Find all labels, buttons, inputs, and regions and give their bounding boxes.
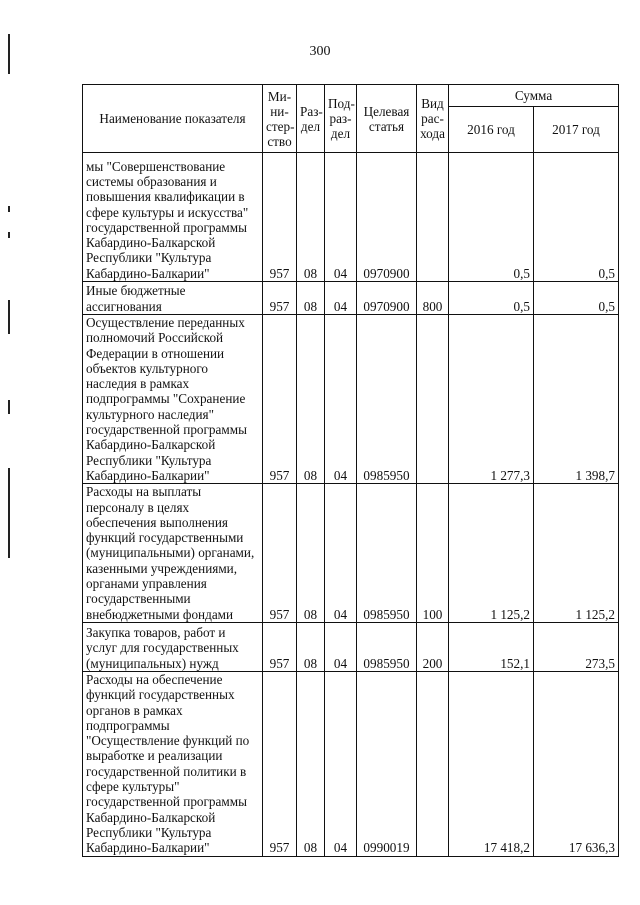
row-target: 0985950	[357, 315, 417, 484]
row-name: Иные бюджетные ассигнования	[83, 282, 263, 315]
row-subsection: 04	[325, 622, 357, 671]
row-sum-2017: 0,5	[534, 153, 619, 282]
page-number: 300	[309, 44, 331, 59]
margin-mark-left	[8, 468, 10, 558]
row-subsection: 04	[325, 153, 357, 282]
header-target: Целевая статья	[357, 85, 417, 153]
row-section: 08	[297, 671, 325, 856]
margin-mark-left	[8, 400, 10, 414]
row-section: 08	[297, 484, 325, 623]
margin-mark-left	[8, 232, 10, 238]
row-target: 0970900	[357, 282, 417, 315]
header-section: Раз-дел	[297, 85, 325, 153]
header-subsection: Под-раз-дел	[325, 85, 357, 153]
table-row	[83, 153, 619, 282]
row-sum-2016: 0,5	[449, 282, 534, 315]
row-target: 0985950	[357, 622, 417, 671]
row-name: Осуществление переданных полномочий Российской Федерации в отношении объектов культурного наследия в рамках подпрограммы "Сохранение культурного наследия" государственной программы Кабардино-Балкарской Республики "Культура Кабардино-Балкарии"	[83, 315, 263, 484]
row-sum-2017: 273,5	[534, 622, 619, 671]
row-target: 0970900	[357, 153, 417, 282]
row-target: 0985950	[357, 484, 417, 623]
row-ministry: 957	[263, 484, 297, 623]
row-sum-2016: 1 125,2	[449, 484, 534, 623]
budget-table	[82, 84, 619, 857]
row-section: 08	[297, 282, 325, 315]
row-subsection: 04	[325, 315, 357, 484]
table-row	[83, 484, 619, 623]
row-name: Закупка товаров, работ и услуг для государственных (муниципальных) нужд	[83, 622, 263, 671]
margin-mark-left	[8, 34, 10, 74]
row-sum-2016: 0,5	[449, 153, 534, 282]
row-section: 08	[297, 153, 325, 282]
row-sum-2016: 152,1	[449, 622, 534, 671]
header-year-2016: 2016 год	[449, 107, 534, 153]
row-sum-2017: 17 636,3	[534, 671, 619, 856]
row-name: Расходы на выплаты персоналу в целях обеспечения выполнения функций государственными (муниципальными) органами, казенными учреждениями, органами управления государственными внебюджетными фондами	[83, 484, 263, 623]
table-row	[83, 315, 619, 484]
row-expense-type	[417, 315, 449, 484]
row-section: 08	[297, 622, 325, 671]
row-expense-type: 100	[417, 484, 449, 623]
header-expense-type: Вид рас-хода	[417, 85, 449, 153]
table-row	[83, 671, 619, 856]
margin-mark-left	[8, 206, 10, 212]
row-ministry: 957	[263, 315, 297, 484]
row-sum-2017: 0,5	[534, 282, 619, 315]
row-target: 0990019	[357, 671, 417, 856]
row-subsection: 04	[325, 484, 357, 623]
row-sum-2016: 1 277,3	[449, 315, 534, 484]
row-subsection: 04	[325, 671, 357, 856]
row-subsection: 04	[325, 282, 357, 315]
row-ministry: 957	[263, 282, 297, 315]
header-name: Наименование показателя	[83, 85, 263, 153]
row-expense-type	[417, 671, 449, 856]
row-ministry: 957	[263, 671, 297, 856]
row-name: мы "Совершенствование системы образования и повышения квалификации в сфере культуры и искусства" государственной программы Кабардино-Балкарской Республики "Культура Кабардино-Балкарии"	[83, 153, 263, 282]
table-row	[83, 282, 619, 315]
row-sum-2016: 17 418,2	[449, 671, 534, 856]
table-row	[83, 622, 619, 671]
row-name: Расходы на обеспечение функций государственных органов в рамках подпрограммы "Осуществление функций по выработке и реализации государственной политики в сфере культуры" государственной программы Кабардино-Балкарской Республики "Культура Кабардино-Балкарии"	[83, 671, 263, 856]
row-sum-2017: 1 125,2	[534, 484, 619, 623]
margin-mark-left	[8, 300, 10, 334]
row-sum-2017: 1 398,7	[534, 315, 619, 484]
row-expense-type: 200	[417, 622, 449, 671]
row-expense-type: 800	[417, 282, 449, 315]
row-section: 08	[297, 315, 325, 484]
header-sum: Сумма	[449, 85, 619, 107]
header-year-2017: 2017 год	[534, 107, 619, 153]
row-ministry: 957	[263, 153, 297, 282]
row-ministry: 957	[263, 622, 297, 671]
row-expense-type	[417, 153, 449, 282]
header-ministry: Ми-ни-стер-ство	[263, 85, 297, 153]
